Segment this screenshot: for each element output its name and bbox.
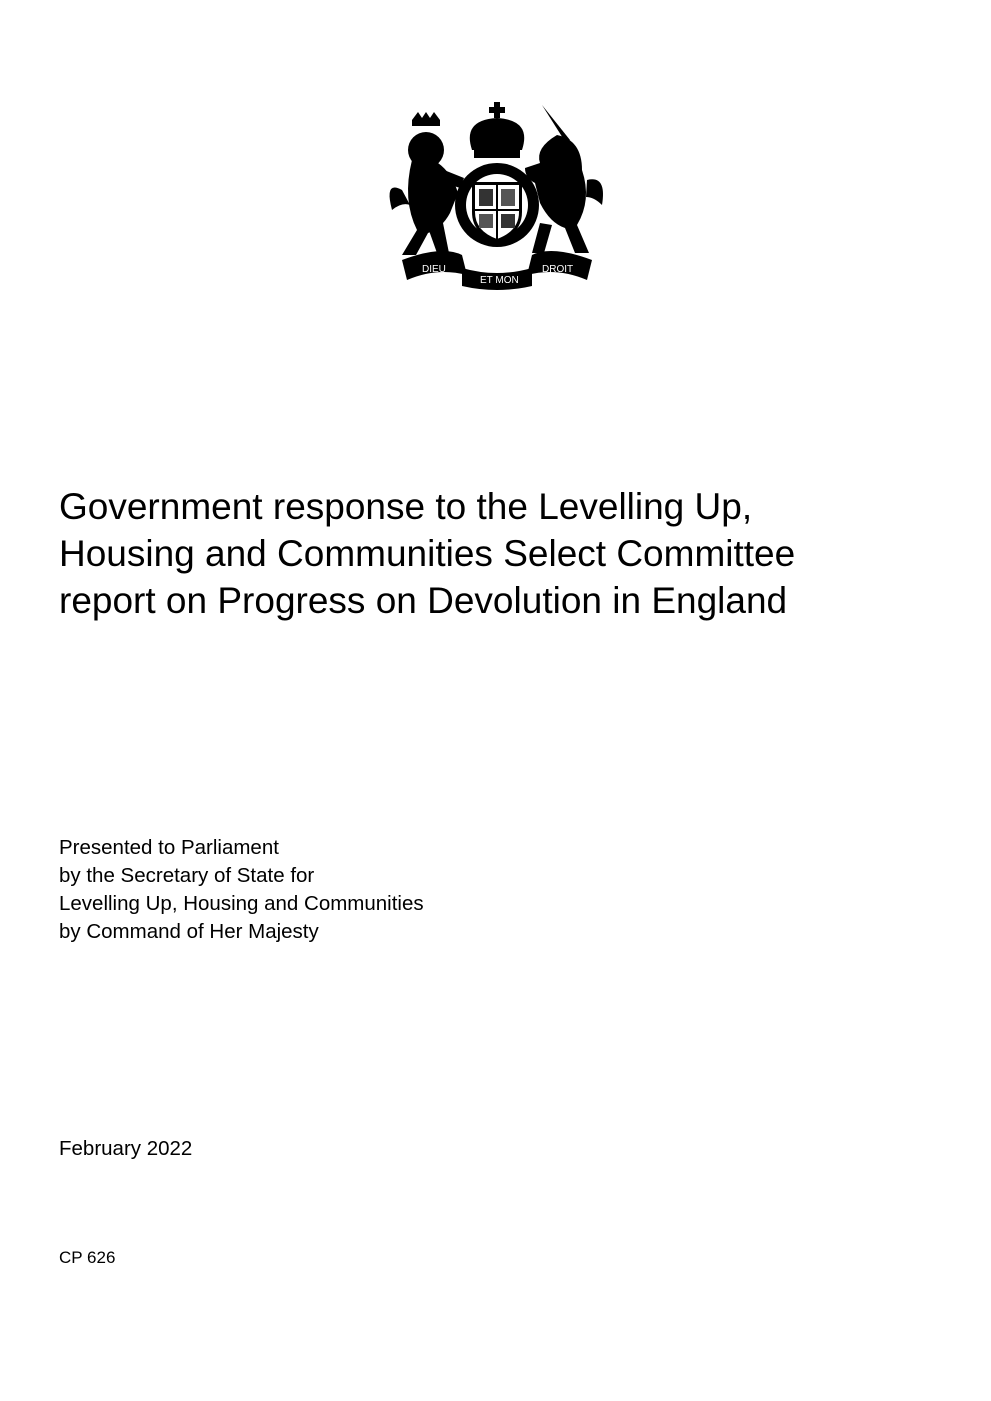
title-line: Government response to the Levelling Up, — [59, 486, 753, 527]
svg-text:ET MON: ET MON — [480, 275, 519, 286]
lion-supporter-icon — [390, 112, 464, 255]
presented-line: Levelling Up, Housing and Communities — [59, 892, 424, 915]
royal-coat-of-arms-logo — [382, 100, 612, 290]
shield-garter-icon — [455, 163, 539, 247]
svg-text:DROIT: DROIT — [542, 264, 574, 275]
document-title — [59, 483, 939, 624]
publication-date: February 2022 — [59, 1137, 193, 1160]
presentation-statement — [59, 834, 424, 946]
title-line: Housing and Communities Select Committee — [59, 533, 796, 574]
motto-ribbon-icon — [402, 251, 592, 290]
svg-text:DIEU: DIEU — [422, 264, 446, 275]
presented-line: by the Secretary of State for — [59, 864, 315, 887]
presented-line: by Command of Her Majesty — [59, 920, 319, 943]
crown-icon — [470, 102, 524, 158]
unicorn-supporter-icon — [525, 105, 603, 253]
title-line: report on Progress on Devolution in England — [59, 580, 788, 621]
command-paper-number: CP 626 — [59, 1248, 116, 1267]
presented-line: Presented to Parliament — [59, 836, 279, 859]
